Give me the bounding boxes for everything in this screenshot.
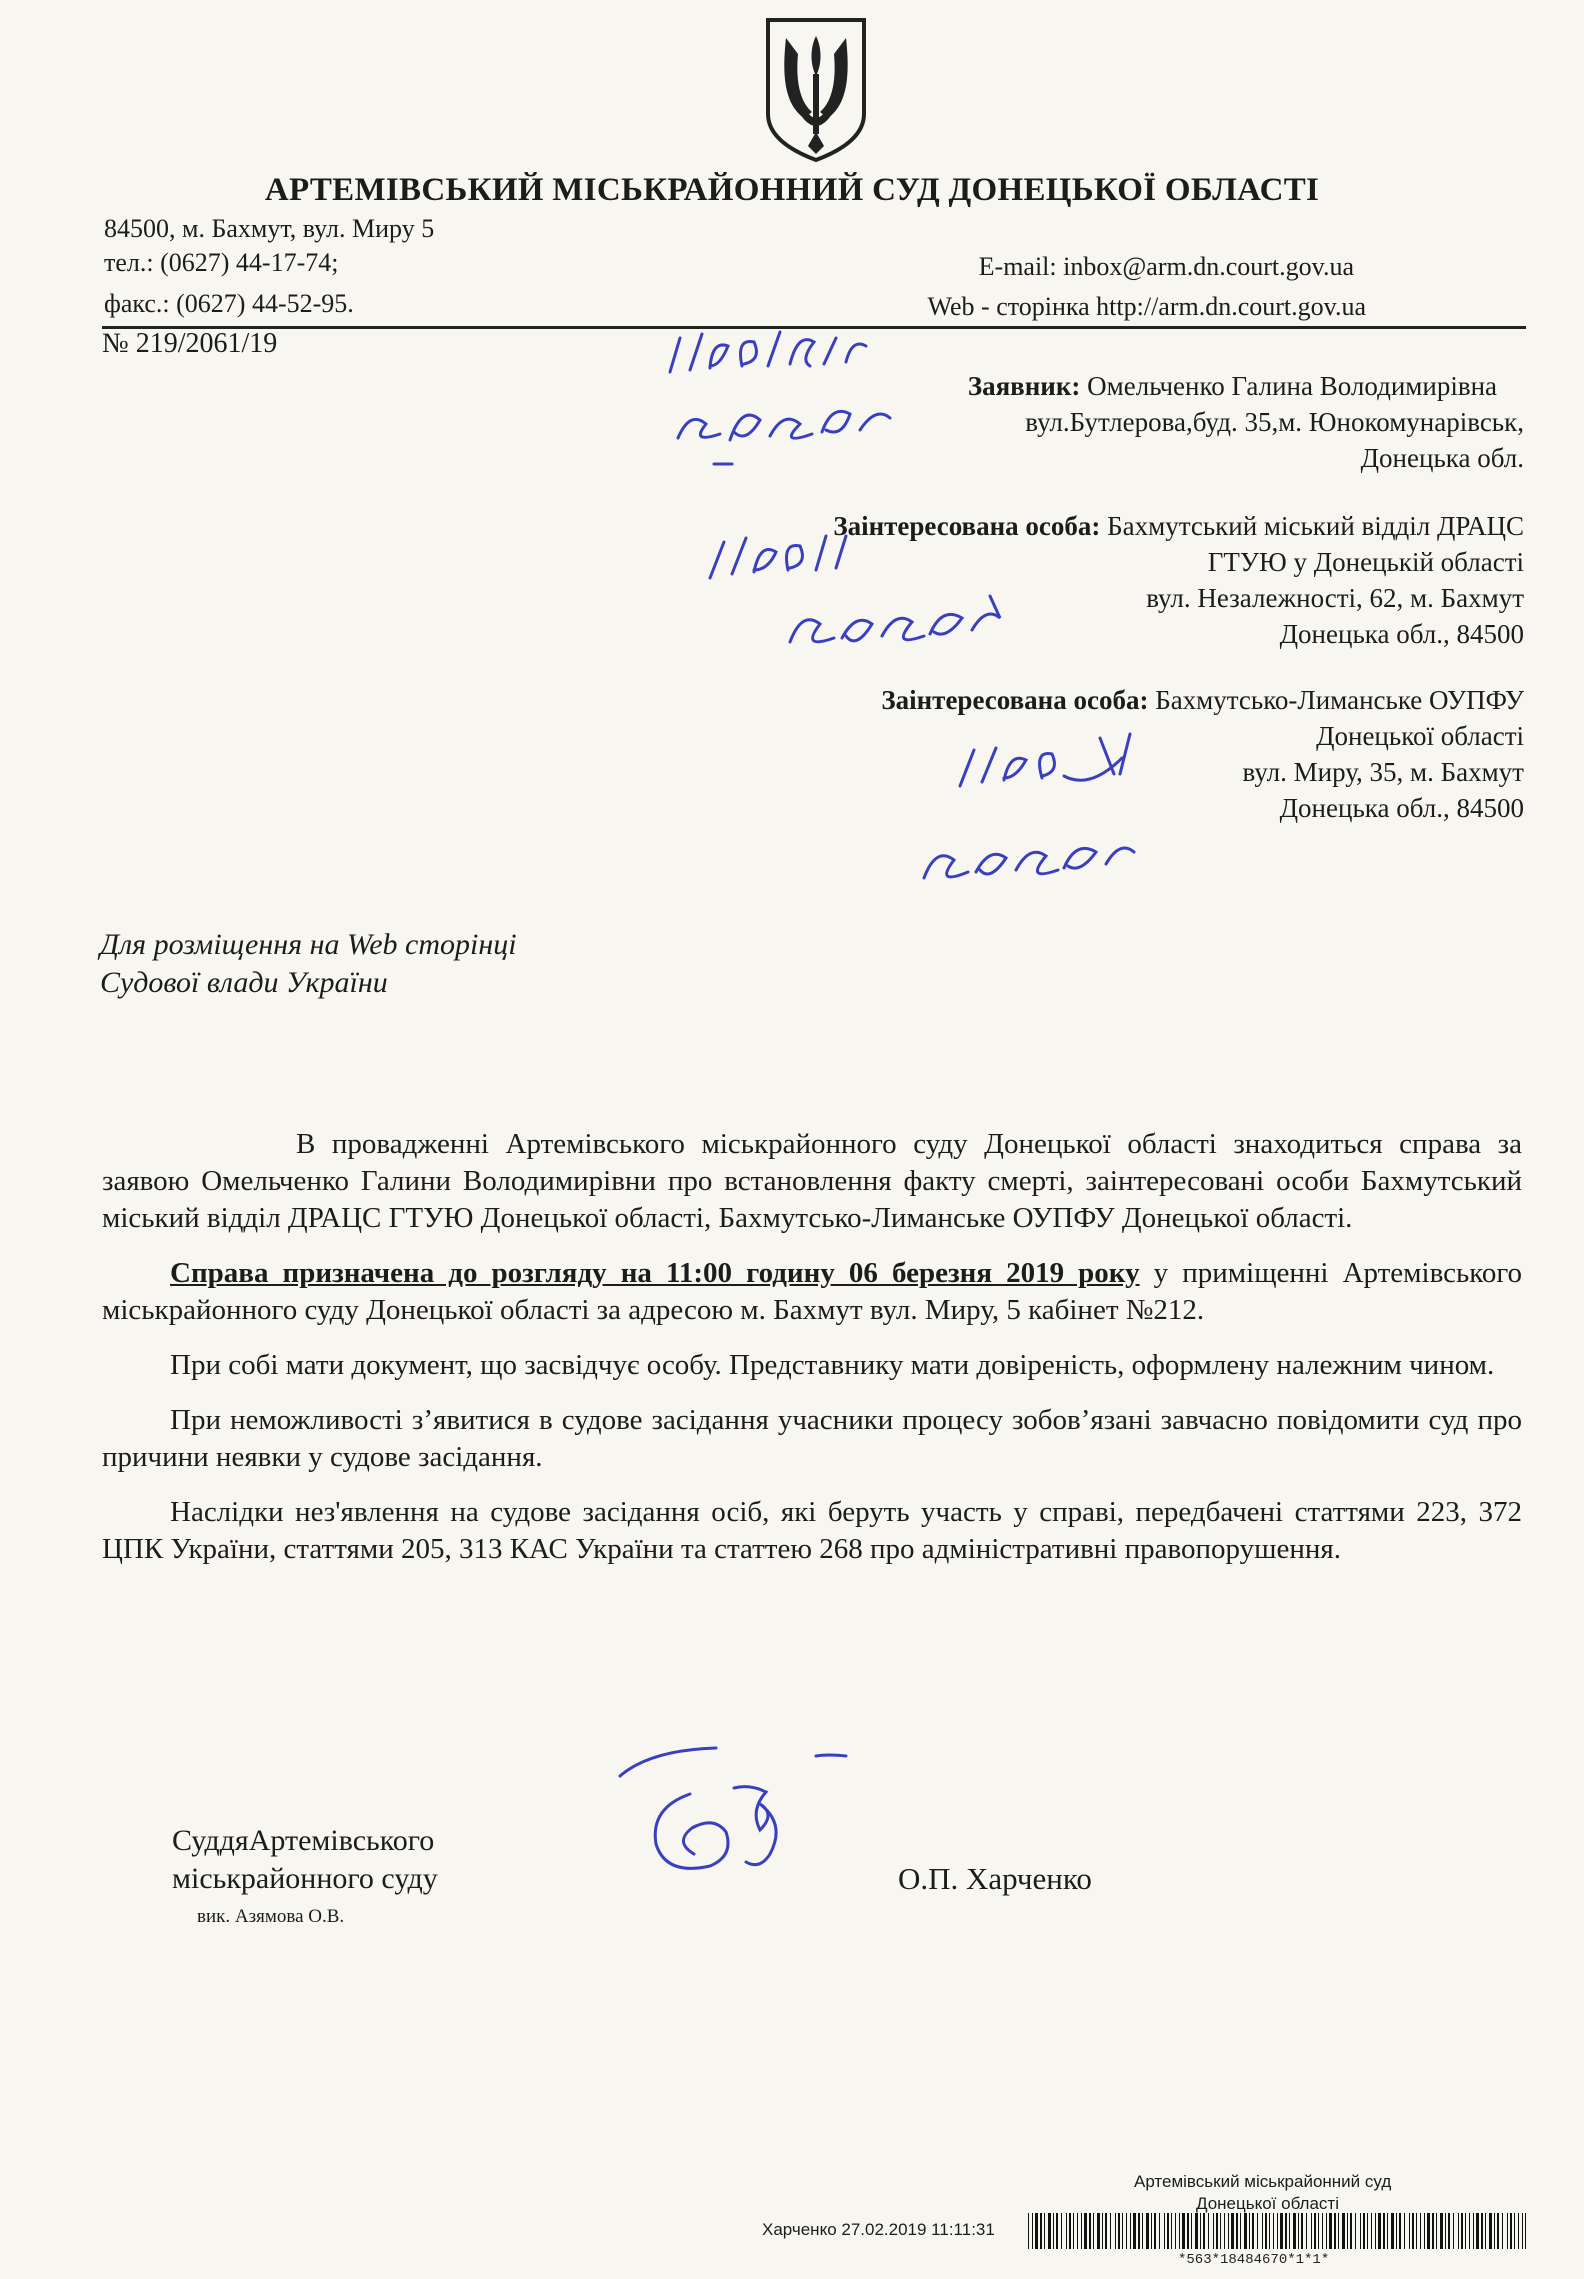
interested-party-1-line4: Донецька обл., 84500 [1279,619,1524,649]
body-paragraph-4: При неможливості з’явитися в судове засідання учасники процесу зобов’язані завчасно повідомити суд про причини неявки у судове засідання. [102,1404,1522,1473]
hearing-date-emphasis: Справа призначена до розгляду на 11:00 годину 06 березня 2019 року [170,1257,1140,1289]
interested-party-2-label: Заінтересована особа: [881,685,1149,715]
court-name-heading: АРТЕМІВСЬКИЙ МІСЬКРАЙОННИЙ СУД ДОНЕЦЬКОЇ ОБЛАСТІ [264,172,1320,208]
interested-party-1-line2: ГТУЮ у Донецькій області [1207,547,1524,577]
applicant-label: Заявник: [967,371,1081,401]
court-fax: факс.: (0627) 44-52-95. [104,289,354,318]
body-paragraph-5: Наслідки нез'явлення на судове засідання осіб, які беруть участь у справі, передбачені статтями 223, 372 ЦПК України, статтями 205, 313 КАС України та статтею 268 про адміністративні правопорушення. [102,1496,1522,1565]
applicant-address-line1: вул.Бутлерова,буд. 35,м. Юнокомунарівськ, [1025,407,1524,437]
interested-party-1-line3: вул. Незалежності, 62, м. Бахмут [1146,583,1524,613]
footer-stamp-line2: Донецької області [1196,2194,1339,2213]
applicant-address-line2: Донецька обл. [1360,443,1524,473]
signer-title-line2: міськрайонного суду [172,1862,438,1895]
court-email: E-mail: inbox@arm.dn.court.gov.ua [978,252,1354,281]
court-website: Web - сторінка http://arm.dn.court.gov.ua [927,292,1366,321]
body-paragraph-3: При собі мати документ, що засвідчує особу. Представнику мати довіреність, оформлену належним чином. [170,1349,1495,1381]
document-barcode [1028,2213,1526,2249]
body-paragraph-1: В провадженні Артемівського міськрайонного суду Донецької області знаходиться справа за заявою Омельченко Галини Володимирівни про встановлення факту смерті, заінтересовані особи Бахмутський міський відділ ДРАЦС ГТУЮ Донецької області, Бахмутсько-Лиманське ОУПФУ Донецької області. [102,1128,1522,1234]
judge-name: О.П. Харченко [898,1861,1092,1896]
interested-party-1-label: Заінтересована особа: [833,511,1101,541]
prepared-by: вик. Азямова О.В. [197,1906,345,1927]
interested-party-2-line4: Донецька обл., 84500 [1279,793,1524,823]
body-paragraph-2 [102,1255,1522,1329]
publication-note-line1: Для розміщення на Web сторінці [100,928,517,961]
footer-stamp-line1: Артемівський міськрайонний суд [1134,2172,1392,2191]
interested-party-2-line2: Донецької області [1316,721,1524,751]
sender-timestamp: Харченко 27.02.2019 11:11:31 [762,2220,995,2239]
signer-title-line1: СуддяАртемівського [172,1824,435,1857]
interested-party-2-line3: вул. Миру, 35, м. Бахмут [1242,757,1524,787]
hearing-location-text: у приміщенні Артемівського міськрайонного суду Донецької області за адресою м. Бахмут вул. Миру, 5 кабінет №212. [102,1257,1522,1326]
handwritten-signature [610,1720,910,1900]
court-address: 84500, м. Бахмут, вул. Миру 5 [104,214,435,243]
handwritten-registration-marks [650,320,1210,920]
barcode-number: *563*18484670*1*1* [1178,2252,1330,2268]
coat-of-arms-trident-icon [760,14,872,164]
applicant-name: Омельченко Галина Володимирівна [1087,371,1497,401]
interested-party-2-name: Бахмутсько-Лиманське ОУПФУ [1155,685,1524,715]
court-phone: тел.: (0627) 44-17-74; [104,248,339,277]
interested-party-1-name: Бахмутський міський відділ ДРАЦС [1107,511,1524,541]
case-number: № 219/2061/19 [102,328,278,359]
notice-body [102,1126,1522,1586]
publication-note-line2: Судової влади України [100,966,388,999]
